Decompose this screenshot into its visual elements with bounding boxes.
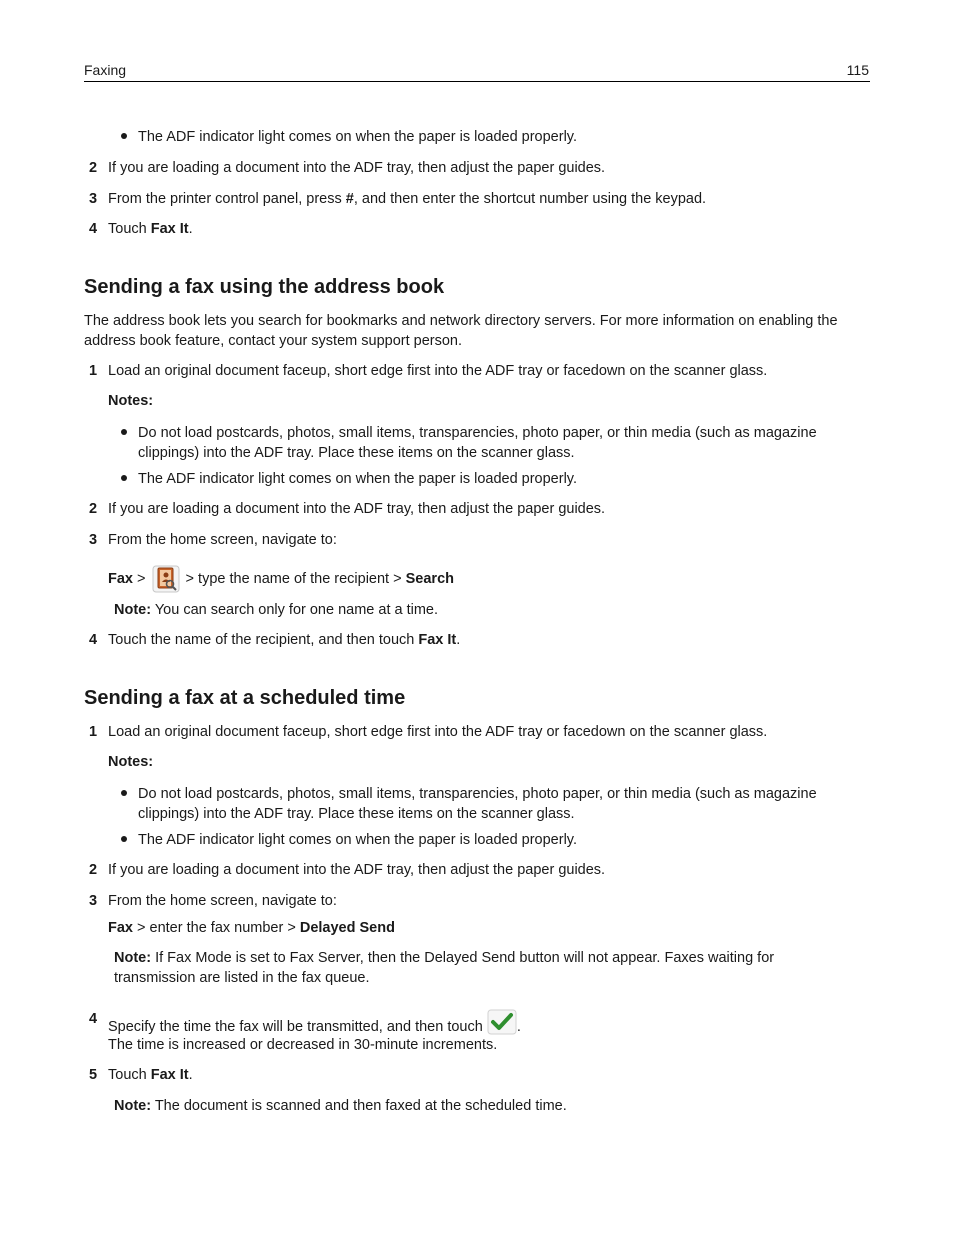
step-text: Load an original document faceup, short edge first into the ADF tray or facedown on the scanner glass.	[108, 363, 768, 379]
step-number: 2	[89, 501, 98, 517]
navigation-path: Fax > > type the name of the recipient > Search	[108, 565, 454, 593]
list-item: Do not load postcards, photos, small items, transparencies, photo paper, or thin media (such as magazine clippings) into the ADF tray. Place these items on the scanner glass.	[121, 784, 861, 824]
step-subtext: The time is increased or decreased in 30-minute increments.	[108, 1037, 498, 1053]
section-heading: Sending a fax at a scheduled time	[84, 687, 406, 709]
note: Note: You can search only for one name at a time.	[114, 602, 439, 618]
step-number: 4	[89, 221, 98, 237]
step-number: 4	[89, 1011, 98, 1027]
page-number: 115	[846, 62, 869, 78]
list-item: The ADF indicator light comes on when the paper is loaded properly.	[121, 830, 861, 850]
checkmark-icon	[487, 1009, 517, 1035]
step-text: If you are loading a document into the ADF tray, then adjust the paper guides.	[108, 160, 606, 176]
step-text: From the home screen, navigate to:	[108, 532, 337, 548]
step-number: 3	[89, 893, 98, 909]
step-number: 1	[89, 724, 98, 740]
step-text: Touch Fax It.	[108, 221, 193, 237]
fax-it-label: Fax It	[150, 221, 189, 237]
section-intro: The address book lets you search for bookmarks and network directory servers. For more information on enabling the address book feature, contact your system support person.	[84, 313, 838, 349]
step-number: 3	[89, 191, 98, 207]
step-text: If you are loading a document into the ADF tray, then adjust the paper guides.	[108, 501, 606, 517]
step-text: From the home screen, navigate to:	[108, 893, 337, 909]
step-number: 2	[89, 160, 98, 176]
address-book-icon	[152, 565, 180, 593]
step-number: 3	[89, 532, 98, 548]
step-text: If you are loading a document into the ADF tray, then adjust the paper guides.	[108, 862, 606, 878]
list-item: Do not load postcards, photos, small items, transparencies, photo paper, or thin media (such as magazine clippings) into the ADF tray. Place these items on the scanner glass.	[121, 423, 861, 463]
notes-label: Notes:	[108, 754, 154, 770]
navigation-path: Fax > enter the fax number > Delayed Send	[108, 920, 395, 936]
step-text: From the printer control panel, press #, and then enter the shortcut number using the keypad.	[108, 191, 707, 207]
step-number: 2	[89, 862, 98, 878]
header-rule	[84, 81, 870, 82]
step-number: 1	[89, 363, 98, 379]
step-number: 5	[89, 1067, 98, 1083]
step-text: Load an original document faceup, short edge first into the ADF tray or facedown on the scanner glass.	[108, 724, 768, 740]
section-heading: Sending a fax using the address book	[84, 276, 445, 298]
notes-label: Notes:	[108, 393, 154, 409]
step-text: Touch the name of the recipient, and then touch Fax It.	[108, 632, 461, 648]
note: Note: The document is scanned and then faxed at the scheduled time.	[114, 1098, 567, 1114]
list-item: The ADF indicator light comes on when the paper is loaded properly.	[121, 469, 861, 489]
key-hash: #	[345, 191, 354, 207]
list-item: The ADF indicator light comes on when the paper is loaded properly.	[121, 127, 861, 147]
step-text: Touch Fax It.	[108, 1067, 193, 1083]
step-number: 4	[89, 632, 98, 648]
running-header-section: Faxing	[84, 62, 127, 78]
note: Note: If Fax Mode is set to Fax Server, then the Delayed Send button will not appear. Faxes waiting for transmission are listed in the fax queue.	[114, 950, 775, 986]
step-text: Specify the time the fax will be transmitted, and then touch .	[108, 1009, 521, 1037]
